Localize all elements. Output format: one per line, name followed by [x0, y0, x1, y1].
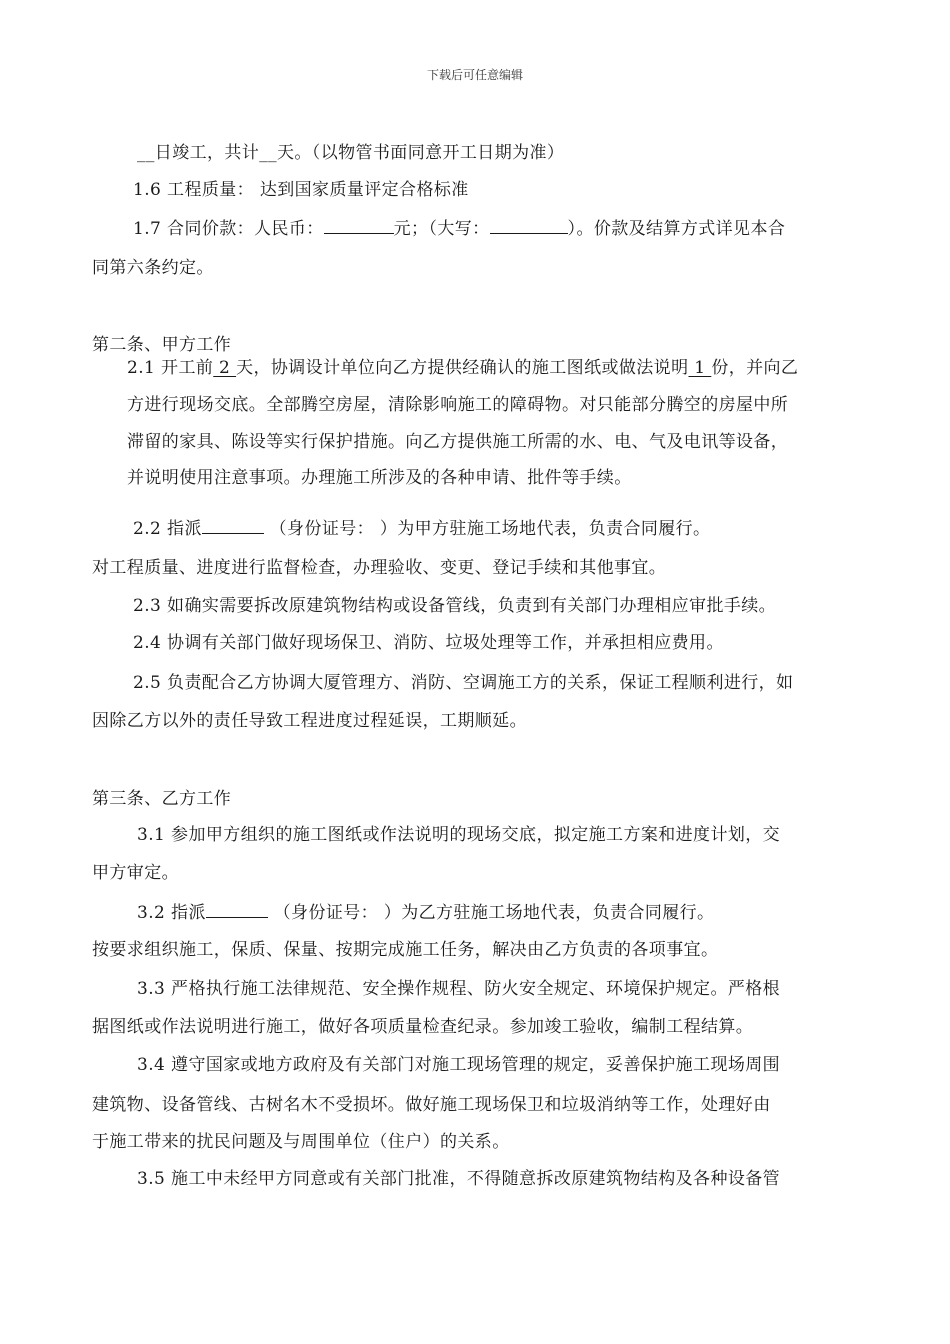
filled-blank: 1 [688, 358, 712, 378]
text-line [127, 356, 798, 380]
line-text: 因除乙方以外的责任导致工程进度过程延误，工期顺延。 [92, 711, 527, 731]
text-line [92, 1130, 510, 1154]
text-line [133, 631, 724, 655]
text-line [137, 900, 714, 925]
line-text: 2.2 指派 [133, 519, 202, 539]
line-text: 3.3 严格执行施工法律规范、安全操作规程、防火安全规定、环境保护规定。严格根 [137, 979, 781, 999]
blank-field [202, 516, 264, 534]
line-text: 滞留的家具、陈设等实行保护措施。向乙方提供施工所需的水、电、气及电讯等设备， [127, 432, 789, 452]
text-line [92, 938, 718, 962]
line-text: 2.4 协调有关部门做好现场保卫、消防、垃圾处理等工作，并承担相应费用。 [133, 633, 724, 653]
text-line [137, 1053, 780, 1077]
line-text: 3.1 参加甲方组织的施工图纸或作法说明的现场交底，拟定施工方案和进度计划，交 [137, 825, 781, 845]
line-text: 3.5 施工中未经甲方同意或有关部门批准，不得随意拆改原建筑物结构及各种设备管 [137, 1169, 781, 1189]
blank-field [324, 216, 394, 234]
line-text: 于施工带来的扰民问题及与周围单位（住户）的关系。 [92, 1132, 510, 1152]
line-text: 2.3 如确实需要拆改原建筑物结构或设备管线，负责到有关部门办理相应审批手续。 [133, 596, 777, 616]
text-line [92, 256, 214, 280]
text-line [92, 1015, 753, 1039]
text-line [127, 393, 788, 417]
line-text: 天，协调设计单位向乙方提供经确认的施工图纸或做法说明 [236, 358, 689, 378]
text-line [92, 709, 527, 733]
text-line [92, 787, 231, 811]
text-line [92, 556, 666, 580]
line-text: 建筑物、设备管线、古树名木不受损坏。做好施工现场保卫和垃圾消纳等工作，处理好由 [92, 1095, 771, 1115]
filled-blank: 2 [213, 358, 237, 378]
text-line [133, 178, 469, 202]
line-text: 按要求组织施工，保质、保量、按期完成施工任务，解决由乙方负责的各项事宜。 [92, 940, 719, 960]
line-text: ）。价款及结算方式详见本合 [567, 219, 786, 239]
text-line [137, 1167, 780, 1191]
line-text: 对工程质量、进度进行监督检查，办理验收、变更、登记手续和其他事宜。 [92, 558, 667, 578]
line-text: 甲方审定。 [92, 863, 179, 883]
line-text: 第三条、乙方工作 [92, 789, 232, 809]
text-line [133, 516, 710, 541]
text-line [133, 216, 785, 241]
text-line [137, 977, 780, 1001]
text-line [133, 594, 776, 618]
text-line [137, 141, 564, 165]
text-line [137, 823, 780, 847]
text-line [127, 466, 632, 490]
line-text: 份，并向乙 [711, 358, 799, 378]
line-text: 1.7 合同价款：人民币： [133, 219, 324, 239]
line-text: （身份证号： ）为乙方驻施工场地代表，负责合同履行。 [267, 903, 715, 923]
line-text: 第二条、甲方工作 [92, 335, 232, 355]
line-text: 元；（大写： [393, 219, 490, 239]
text-line [92, 1093, 771, 1117]
text-line [127, 430, 788, 454]
line-text: 2.1 开工前 [127, 358, 214, 378]
line-text: __日竣工，共计__天。（以物管书面同意开工日期为准） [137, 143, 565, 163]
text-line [92, 333, 231, 357]
line-text: （身份证号： ）为甲方驻施工场地代表，负责合同履行。 [263, 519, 711, 539]
page-header: 下载后可任意编辑 [426, 68, 523, 82]
line-text: 同第六条约定。 [92, 258, 214, 278]
line-text: 2.5 负责配合乙方协调大厦管理方、消防、空调施工方的关系，保证工程顺利进行，如 [133, 673, 794, 693]
line-text: 3.2 指派 [137, 903, 206, 923]
text-line [92, 861, 179, 885]
line-text: 方进行现场交底。全部腾空房屋，清除影响施工的障碍物。对只能部分腾空的房屋中所 [127, 395, 789, 415]
text-line [133, 671, 793, 695]
blank-field [206, 900, 268, 918]
line-text: 并说明使用注意事项。办理施工所涉及的各种申请、批件等手续。 [127, 468, 632, 488]
line-text: 3.4 遵守国家或地方政府及有关部门对施工现场管理的规定，妥善保护施工现场周围 [137, 1055, 781, 1075]
line-text: 据图纸或作法说明进行施工，做好各项质量检查纪录。参加竣工验收，编制工程结算。 [92, 1017, 754, 1037]
blank-field [490, 216, 568, 234]
line-text: 1.6 工程质量： 达到国家质量评定合格标准 [133, 180, 469, 200]
